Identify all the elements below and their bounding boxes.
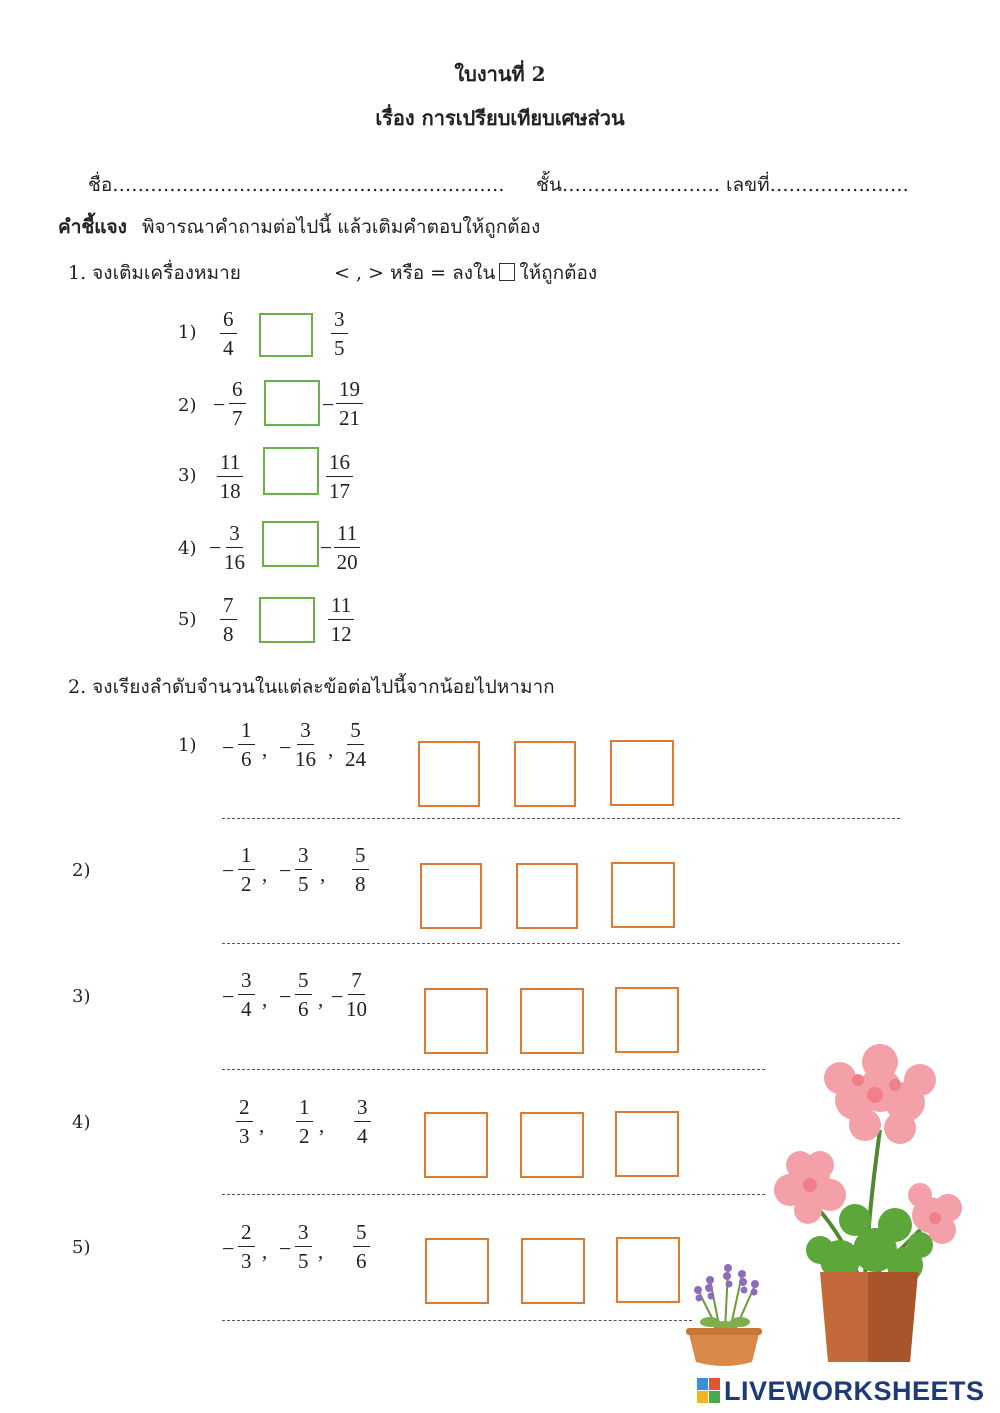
item-number: 1) (178, 322, 197, 343)
comma: , (328, 737, 334, 761)
numerator: 1 (238, 720, 255, 745)
numerator: 19 (336, 379, 363, 404)
denominator: 4 (223, 336, 234, 360)
denominator: 6 (241, 747, 252, 771)
fraction (354, 1097, 371, 1147)
order-answer-box-1[interactable] (418, 741, 480, 807)
numerator: 6 (220, 309, 237, 334)
comma: , (262, 1239, 268, 1263)
negative-sign: − (209, 535, 222, 560)
item-number: 5) (178, 609, 197, 630)
answer-box[interactable] (263, 447, 319, 495)
fraction-left (224, 523, 245, 573)
answer-box[interactable] (259, 313, 313, 357)
negative-sign: − (279, 1236, 292, 1261)
numerator: 5 (353, 1222, 370, 1247)
fraction-left (217, 452, 243, 502)
fraction (238, 970, 255, 1020)
order-answer-box-3[interactable] (615, 987, 679, 1053)
fraction-right (326, 452, 353, 502)
negative-sign: − (222, 858, 235, 883)
comma: , (262, 737, 268, 761)
comma: , (319, 1113, 325, 1137)
numerator: 11 (328, 595, 354, 620)
denominator: 18 (219, 479, 241, 503)
negative-sign: − (322, 392, 335, 417)
liveworksheets-logo-icon (697, 1378, 721, 1404)
numerator: 2 (238, 1222, 255, 1247)
denominator: 7 (232, 406, 243, 430)
numerator: 11 (334, 523, 360, 548)
numerator: 7 (348, 970, 365, 995)
fraction-right (328, 595, 354, 645)
worksheet-subtitle: เรื่อง การเปรียบเทียบเศษส่วน (375, 106, 625, 130)
item-number: 4) (72, 1112, 91, 1133)
instructions-text: พิจารณาคำถามต่อไปนี้ แล้วเติมคำตอบให้ถูกต้อง (142, 216, 541, 238)
numerator: 16 (326, 452, 353, 477)
comma: , (318, 987, 324, 1011)
order-answer-box-2[interactable] (521, 1238, 585, 1304)
order-answer-box-2[interactable] (520, 1112, 584, 1178)
order-answer-box-1[interactable] (420, 863, 482, 929)
fraction (295, 1222, 312, 1272)
fraction (296, 1097, 313, 1147)
name-field-label: ชื่อ…………………………………….………………. (88, 174, 505, 196)
denominator: 17 (329, 479, 350, 503)
order-answer-box-3[interactable] (610, 740, 674, 806)
section1-suffix: ให้ถูกต้อง (519, 262, 598, 284)
denominator: 4 (241, 997, 252, 1021)
fraction (346, 970, 367, 1020)
denominator: 8 (355, 872, 366, 896)
denominator: 24 (345, 747, 366, 771)
fraction (352, 845, 369, 895)
flower-pot-illustration (680, 1040, 980, 1370)
fraction (295, 970, 312, 1020)
numerator: 7 (220, 595, 237, 620)
fraction (345, 720, 366, 770)
negative-sign: − (279, 858, 292, 883)
denominator: 5 (334, 336, 345, 360)
order-answer-box-1[interactable] (425, 1238, 489, 1304)
denominator: 20 (336, 550, 358, 574)
answer-box[interactable] (262, 521, 319, 567)
denominator: 16 (295, 747, 316, 771)
fraction (353, 1222, 370, 1272)
denominator: 10 (346, 997, 367, 1021)
denominator: 2 (241, 872, 252, 896)
answer-box[interactable] (264, 380, 320, 426)
order-answer-box-1[interactable] (424, 988, 488, 1054)
negative-sign: − (331, 984, 344, 1009)
negative-sign: − (222, 735, 235, 760)
order-answer-box-2[interactable] (514, 741, 576, 807)
denominator: 16 (224, 550, 245, 574)
numerator: 1 (238, 845, 255, 870)
numerator: 5 (295, 970, 312, 995)
numerator: 2 (236, 1097, 253, 1122)
denominator: 3 (239, 1124, 250, 1148)
negative-sign: − (320, 535, 333, 560)
negative-sign: − (222, 984, 235, 1009)
order-answer-box-2[interactable] (516, 863, 578, 929)
comma: , (318, 1239, 324, 1263)
negative-sign: − (213, 392, 226, 417)
fraction-right (334, 523, 360, 573)
fraction-right (331, 309, 348, 359)
denominator: 4 (357, 1124, 368, 1148)
item-number: 1) (178, 735, 197, 756)
fraction (236, 1097, 253, 1147)
lavender-pot-icon (686, 1264, 762, 1366)
number-field-label: เลขที่…………………. (726, 174, 909, 196)
denominator: 6 (298, 997, 309, 1021)
fraction-left (229, 379, 246, 429)
numerator: 3 (226, 523, 243, 548)
class-field-label: ชั้น……………………. (536, 174, 720, 196)
numerator: 5 (352, 845, 369, 870)
fraction (295, 845, 312, 895)
divider-line (222, 943, 900, 944)
numerator: 5 (347, 720, 364, 745)
fraction-left (220, 595, 237, 645)
numerator: 3 (238, 970, 255, 995)
numerator: 11 (217, 452, 243, 477)
negative-sign: − (222, 1236, 235, 1261)
numerator: 3 (331, 309, 348, 334)
order-answer-box-3[interactable] (611, 862, 675, 928)
denominator: 3 (241, 1249, 252, 1273)
numerator: 6 (229, 379, 246, 404)
item-number: 2) (72, 860, 91, 881)
numerator: 3 (295, 845, 312, 870)
section1-symbols: < , > หรือ = ลงใน (334, 262, 496, 284)
section1-title: 1. จงเติมเครื่องหมาย (68, 262, 241, 284)
section2-title: 2. จงเรียงลำดับจำนวนในแต่ละข้อต่อไปนี้จากน้อยไปหามาก (68, 676, 555, 698)
comma: , (259, 1113, 265, 1137)
numerator: 3 (354, 1097, 371, 1122)
square-box-icon (499, 263, 515, 281)
numerator: 1 (296, 1097, 313, 1122)
negative-sign: − (279, 984, 292, 1009)
fraction (238, 1222, 255, 1272)
denominator: 6 (356, 1249, 367, 1273)
denominator: 21 (339, 406, 360, 430)
numerator: 3 (295, 1222, 312, 1247)
item-number: 5) (72, 1237, 91, 1258)
item-number: 4) (178, 538, 197, 559)
negative-sign: − (279, 735, 292, 760)
fraction (238, 845, 255, 895)
fraction (238, 720, 255, 770)
comma: , (262, 862, 268, 886)
order-answer-box-2[interactable] (520, 988, 584, 1054)
item-number: 2) (178, 395, 197, 416)
answer-box[interactable] (259, 597, 315, 643)
order-answer-box-3[interactable] (615, 1111, 679, 1177)
worksheet-title: ใบงานที่ 2 (454, 62, 546, 86)
comma: , (320, 862, 326, 886)
liveworksheets-wordmark: LIVEWORKSHEETS (724, 1376, 985, 1406)
item-number: 3) (72, 986, 91, 1007)
numerator: 3 (297, 720, 314, 745)
divider-line (222, 1320, 692, 1321)
geranium-pot-icon (774, 1044, 962, 1362)
comma: , (262, 987, 268, 1011)
fraction-left (220, 309, 237, 359)
denominator: 5 (298, 872, 309, 896)
order-answer-box-3[interactable] (616, 1237, 680, 1303)
order-answer-box-1[interactable] (424, 1112, 488, 1178)
item-number: 3) (178, 465, 197, 486)
fraction-right (336, 379, 363, 429)
denominator: 8 (223, 622, 234, 646)
denominator: 5 (298, 1249, 309, 1273)
divider-line (222, 818, 900, 819)
denominator: 12 (330, 622, 352, 646)
instructions-label: คำชี้แจง (58, 216, 127, 238)
fraction (295, 720, 316, 770)
denominator: 2 (299, 1124, 310, 1148)
section1-instruction (334, 258, 597, 288)
